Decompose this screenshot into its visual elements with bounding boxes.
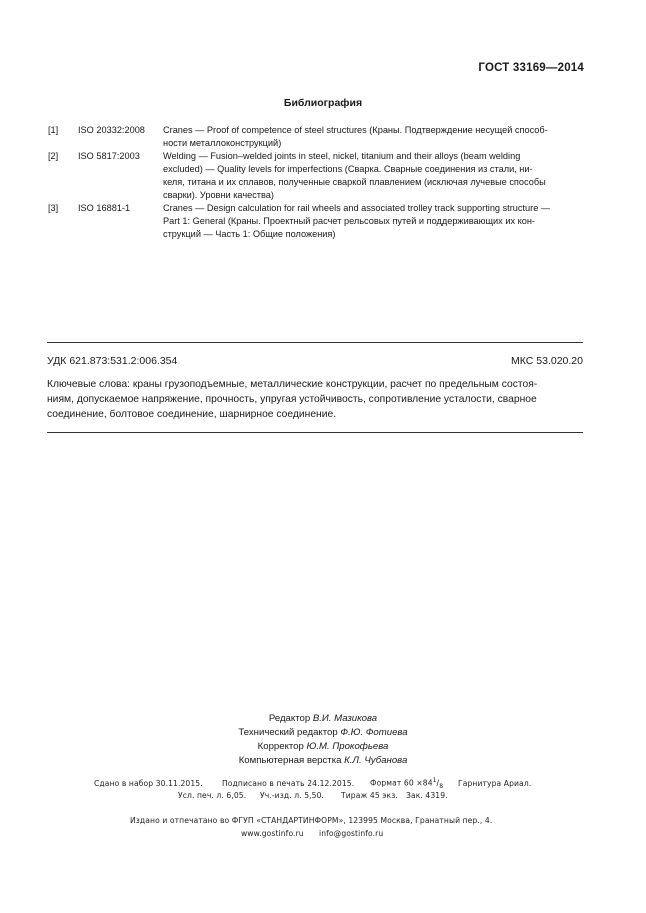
ref-line: Cranes — Design calculation for rail wheels and associated trolley track supporting structure — [163,203,551,213]
staff-line [0,755,646,766]
imprint-submitted: Сдано в набор 30.11.2015. [94,779,203,788]
imprint-signed: Подписано в печать 24.12.2015. [222,779,355,788]
staff-name: В.И. Мазикова [312,713,378,724]
imprint-pub-sheets: Уч.-изд. л. 5,50. [260,791,325,800]
ref-number: [3] [48,203,59,213]
ref-text [163,124,583,150]
ref-line: Cranes — Proof of competence of steel structures (Краны. Подтверждение несущей способ- [163,125,548,135]
imprint-order: Зак. 4319. [406,791,448,800]
keywords-line: ниям, допускаемое напряжение, прочность, упругая устойчивость, сопротивление усталости, сварное [47,394,537,405]
staff-name: Ф.Ю. Фотиева [340,727,408,738]
ref-line: струкций — Часть 1: Общие положения) [163,229,336,239]
divider-bottom [47,432,583,433]
keywords-line: соединение, болтовое соединение, шарнирное соединение. [47,409,337,420]
imprint-circulation: Тираж 45 экз. [341,791,398,800]
ref-line: Part 1: General (Краны. Проектный расчет рельсовых путей и поддерживающих их кон- [163,216,535,226]
ref-number: [2] [48,151,59,161]
standard-code: ГОСТ 33169—2014 [478,62,584,74]
divider-top [47,342,583,343]
staff-role: Компьютерная верстка [238,755,342,766]
publisher-email[interactable]: info@gostinfo.ru [319,829,384,838]
staff-line [0,713,646,724]
ref-text [163,202,583,241]
imprint-print-sheets: Усл. печ. л. 6,05. [178,791,247,800]
staff-name: К.Л. Чубанова [344,755,408,766]
ref-line: Welding — Fusion–welded joints in steel, nickel, titanium and their alloys (beam welding [163,151,521,161]
imprint-typeface: Гарнитура Ариал. [458,779,532,788]
format-sub: 8 [439,783,444,791]
bibliography-title: Библиография [283,97,363,109]
ref-code: ISO 5817:2003 [78,151,140,161]
publisher-website[interactable]: www.gostinfo.ru [241,829,304,838]
staff-line [0,727,646,738]
format-sup: 1 [432,777,437,784]
ref-number: [1] [48,125,59,135]
imprint-format: Формат $60 \times 84^1/_8$ [370,777,444,791]
ref-line: excluded) — Quality levels for imperfections (Сварка. Сварные соединения из стали, ни- [163,164,533,174]
keywords [47,377,583,422]
ref-line: келя, титана и их сплавов, полученные сваркой плавлением (исключая лучевые способы [163,177,546,187]
staff-role: Корректор [257,741,304,752]
staff-line [0,741,646,752]
imprint-publisher: Издано и отпечатано во ФГУП «СТАНДАРТИНФОРМ», 123995 Москва, Гранатный пер., 4. [130,816,493,825]
ref-text [163,150,583,202]
staff-role: Технический редактор [238,727,338,738]
staff-role: Редактор [268,713,311,724]
keywords-line: Ключевые слова: краны грузоподъемные, металлические конструкции, расчет по предельным состоя- [47,379,538,390]
ref-line: ности металлоконструкций) [163,138,282,148]
format-label: Формат 60 ×84 [370,778,433,788]
mks-code: МКС 53.020.20 [511,355,583,367]
ref-code: ISO 20332:2008 [78,125,145,135]
udk-code: УДК 621.873:531.2:006.354 [47,355,178,367]
ref-line: сварки). Уровни качества) [163,190,274,200]
ref-code: ISO 16881-1 [78,203,131,213]
staff-name: Ю.М. Прокофьева [306,741,389,752]
